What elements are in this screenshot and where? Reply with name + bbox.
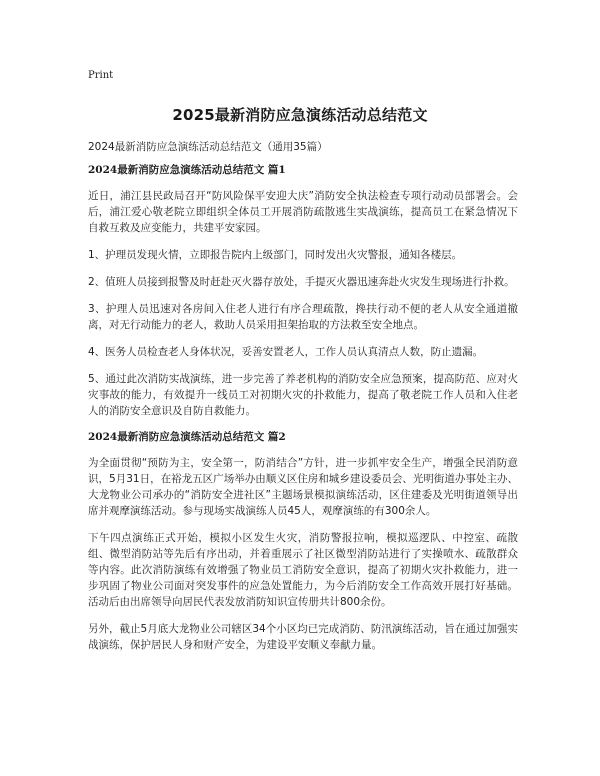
- paragraph: 2、值班人员接到报警及时赶赴灭火器存放处，手提灭火器迅速奔赴火灾发生现场进行扑救。: [88, 276, 515, 288]
- paragraph: 4、医务人员检查老人身体状况，妥善安置老人，工作人员认真清点人数，防止遗漏。: [88, 346, 484, 358]
- section-heading: 2024最新消防应急演练活动总结范文 篇2: [88, 431, 286, 443]
- article-body: [88, 163, 518, 664]
- page-title: 2025最新消防应急演练活动总结范文: [172, 106, 428, 124]
- paragraph: 3、护理人员迅速对各房间入住老人进行有序合理疏散，搀扶行动不便的老人从安全通道撤离，对无行动能力的老人，救助人员采用担架抬取的方法救至安全地点。: [88, 303, 518, 331]
- paragraph: 近日，浦江县民政局召开“防风险保平安迎大庆”消防安全执法检查专项行动动员部署会。会后，浦江爱心敬老院立即组织全体员工开展消防疏散逃生实战演练，提高员工在紧急情况下自救互救及应变能力，共建平安家园。: [88, 190, 518, 234]
- paragraph: 5、通过此次消防实战演练，进一步完善了养老机构的消防安全应急预案，提高防范、应对火灾事故的能力，有效提升一线员工对初期火灾的扑救能力，提高了敬老院工作人员和入住老人的消防安全意识及自防自救能力。: [88, 373, 518, 417]
- page-subtitle: 2024最新消防应急演练活动总结范文（通用35篇）: [88, 141, 328, 153]
- section-heading: 2024最新消防应急演练活动总结范文 篇1: [88, 164, 286, 176]
- paragraph: 1、护理员发现火情，立即报告院内上级部门，同时发出火灾警报，通知各楼层。: [88, 249, 463, 261]
- paragraph: 下午四点演练正式开始，模拟小区发生火灾，消防警报拉响，模拟巡逻队、中控室、疏散组、微型消防站等先后有序出动，并着重展示了社区微型消防站进行了实操喷水、疏散群众等内容。此次消防演练有效增强了物业员工消防安全意识，提高了初期火灾扑救能力，进一步巩固了物业公司面对突发事件的应急处置能力，为今后消防安全工作高效开展打好基础。活动后由出席领导向居民代表发放消防知识宣传册共计800余份。: [88, 532, 518, 608]
- paragraph: 为全面贯彻“预防为主，安全第一，防消结合”方针，进一步抓牢安全生产，增强全民消防意识，5月31日，在裕龙五区广场举办由顺义区住房和城乡建设委员会、光明街道办事处主办、大龙物业公司承办的“消防安全进社区”主题场景模拟演练活动，区住建委及光明街道领导出席并观摩演练活动。参与现场实战演练人员45人，观摩演练的有300余人。: [88, 457, 518, 517]
- print-label[interactable]: Print: [88, 70, 114, 81]
- paragraph: 另外，截止5月底大龙物业公司辖区34个小区均已完成消防、防汛演练活动，旨在通过加强实战演练，保护居民人身和财产安全，为建设平安顺义奉献力量。: [88, 623, 518, 651]
